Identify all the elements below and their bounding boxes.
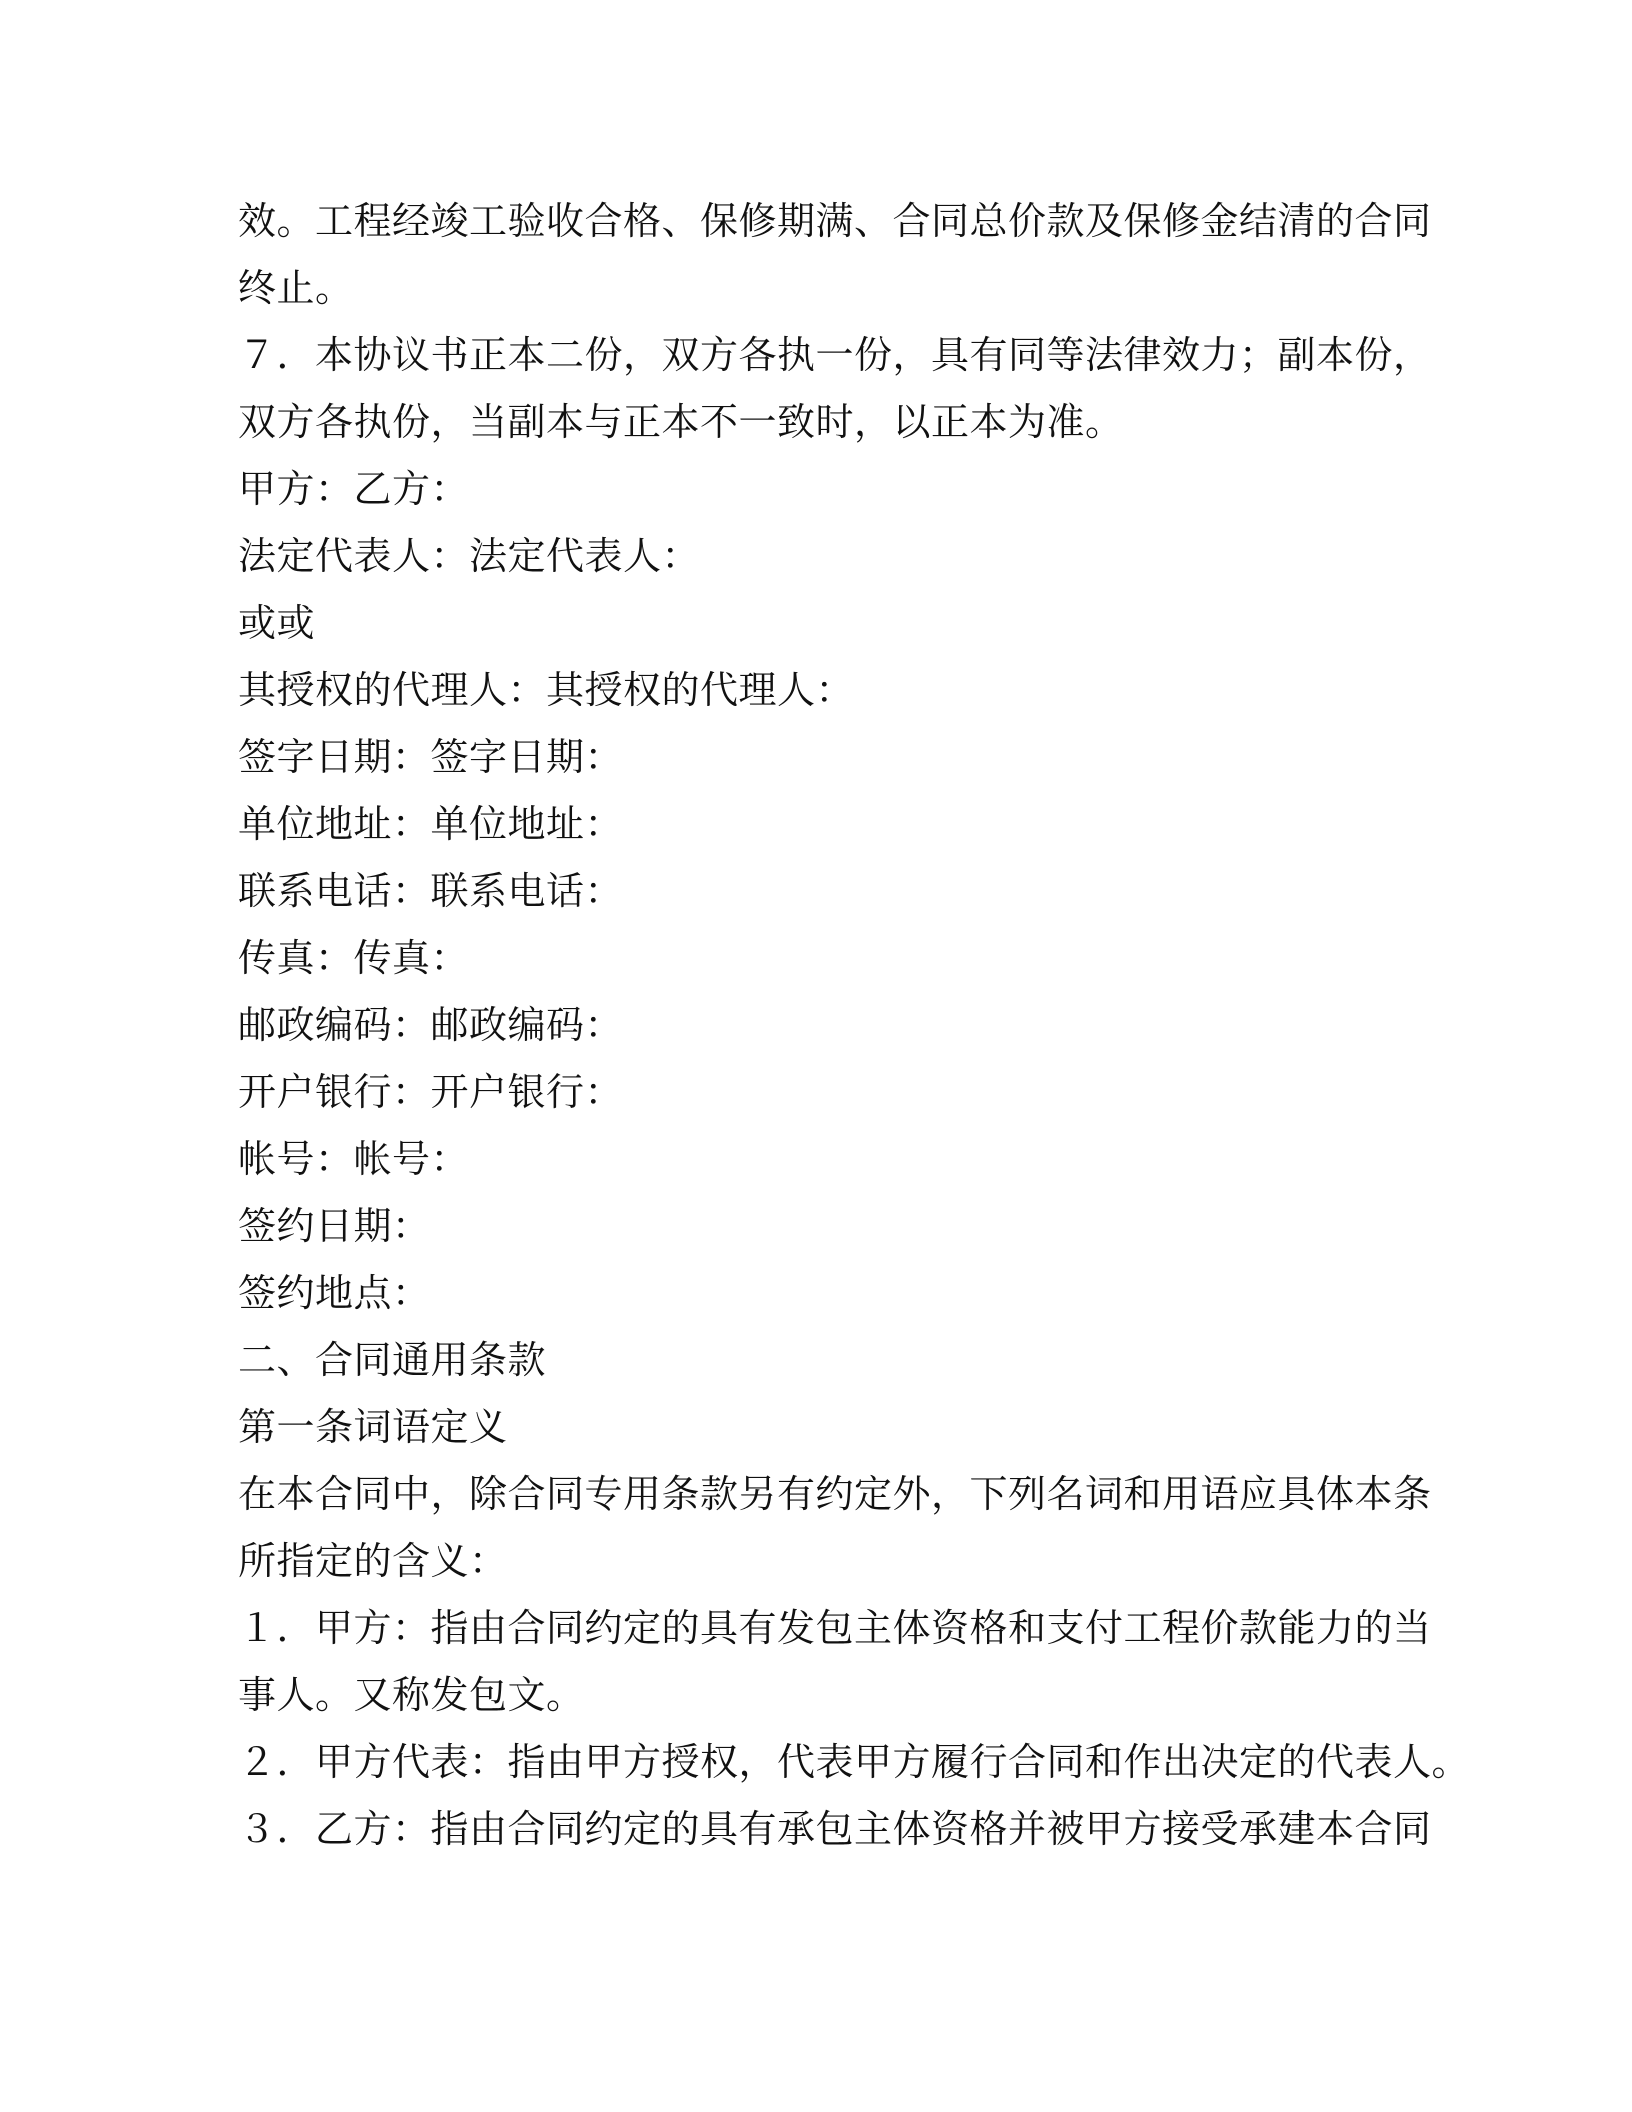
- text-line: 法定代表人：法定代表人：: [238, 534, 701, 578]
- text-line: 帐号：帐号：: [238, 1137, 470, 1181]
- article-heading: 第一条词语定义: [238, 1405, 508, 1449]
- document-body: [238, 188, 1471, 1863]
- text-line: 终止。: [238, 266, 354, 310]
- text-line: 签约日期：: [238, 1204, 431, 1248]
- text-line: ７．本协议书正本二份，双方各执一份，具有同等法律效力；副本份，: [238, 333, 1432, 377]
- text-line: 在本合同中，除合同专用条款另有约定外，下列名词和用语应具体本条: [238, 1472, 1432, 1516]
- text-line: 签字日期：签字日期：: [238, 735, 624, 779]
- text-line: 其授权的代理人：其授权的代理人：: [238, 668, 855, 712]
- text-line: 双方各执份，当副本与正本不一致时，以正本为准。: [238, 400, 1124, 444]
- text-line: 或或: [238, 601, 316, 645]
- text-line: 单位地址：单位地址：: [238, 802, 624, 846]
- text-line: 邮政编码：邮政编码：: [238, 1003, 624, 1047]
- text-line: 事人。又称发包文。: [238, 1673, 585, 1717]
- section-heading: 二、合同通用条款: [238, 1338, 547, 1382]
- text-line: 效。工程经竣工验收合格、保修期满、合同总价款及保修金结清的合同: [238, 199, 1432, 243]
- text-line: １．甲方：指由合同约定的具有发包主体资格和支付工程价款能力的当: [238, 1606, 1432, 1650]
- text-line: 传真：传真：: [238, 936, 470, 980]
- text-line: 开户银行：开户银行：: [238, 1070, 624, 1114]
- text-line: ２．甲方代表：指由甲方授权，代表甲方履行合同和作出决定的代表人。: [238, 1740, 1471, 1784]
- text-line: 甲方：乙方：: [238, 467, 470, 511]
- text-line: 联系电话：联系电话：: [238, 869, 624, 913]
- text-line: 签约地点：: [238, 1271, 431, 1315]
- text-line: 所指定的含义：: [238, 1539, 508, 1583]
- text-line: ３．乙方：指由合同约定的具有承包主体资格并被甲方接受承建本合同: [238, 1807, 1432, 1851]
